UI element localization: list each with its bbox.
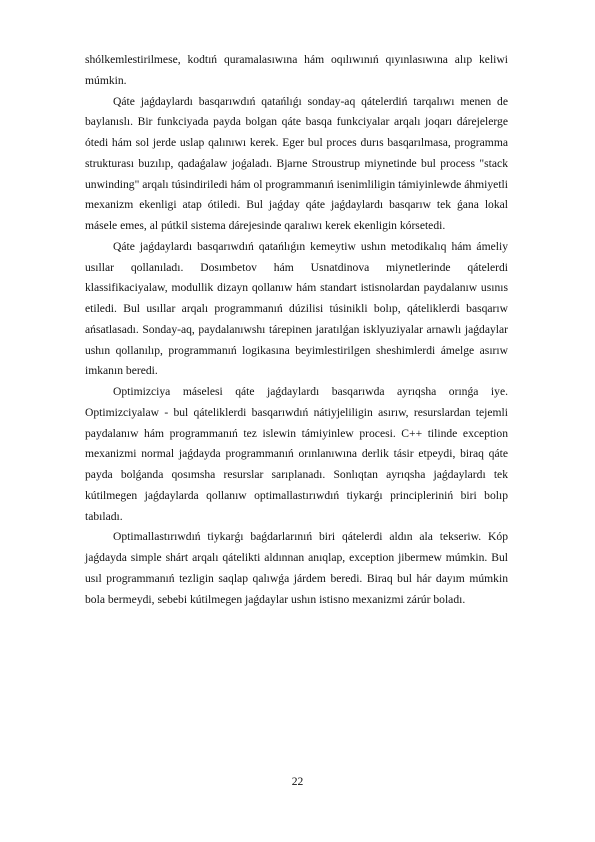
paragraph-4: Optimizciya máselesi qáte jaǵdaylardı basqarıwda ayrıqsha orınǵa iye. Optimizciyalaw - bul qáteliklerdi basqarıwdıń nátiyjeliligin asırıw, resurslardan tejemli paydalanıw hám programmanıń tez islewin támiyinlew procesi. C++ tilinde exception mexanizmi normal jaǵdayda programmanıń orınlanıwına derlik tásir etpeydi, biraq qáte payda bolǵanda qosımsha resurslar sarıplanadı. Sonlıqtan ayrıqsha jaǵdaylardı tek kútilmegen jaǵdaylarda qollanıw optimallastırıwdıń tiykarǵı principleriniń biri bolıp tabıladı. [85,385,508,523]
paragraph-1: shólkemlestirilmese, kodtıń quramalasıwına hám oqılıwınıń qıyınlasıwına alıp keliwi múmkin. [85,53,508,87]
body-text [85,50,508,610]
paragraph-2: Qáte jaǵdaylardı basqarıwdıń qatańlıǵı sonday-aq qátelerdiń tarqalıwı menen de baylanıslı. Bir funkciyada payda bolgan qáte basqa funkciyalar arqalı joqarı dárejelerge ótedi hám sol jerde uslap qalınıwı kerek. Eger bul proces durıs basqarılmasa, programma strukturası buzılıp, qadaǵalaw joǵaladı. Bjarne Stroustrup miynetinde bul process "stack unwinding" arqalı túsindiriledi hám ol programmanıń isenimliligin támiyinlewde áhmiyetli mexanizm ekenligi atap ótiledi. Bul jaǵday qáte jaǵdaylardı basqarıw tek ǵana lokal másele emes, al pútkil sistema dárejesinde qaralıwı kerek ekenligin kórsetedi. [85,94,508,232]
paragraph-5: Optimallastırıwdıń tiykarǵı baǵdarlarınıń biri qátelerdi aldın ala tekseriw. Kóp jaǵdayda simple shárt arqalı qátelikti aldınnan anıqlap, exception jibermew múmkin. Bul usıl programmanıń tezligin saqlap qalıwǵa járdem beredi. Biraq bul hár dayım múmkin bola bermeydi, sebebi kútilmegen jaǵdaylar ushın istisno mexanizmi zárúr boladı. [85,530,508,606]
paragraph-3: Qáte jaǵdaylardı basqarıwdıń qatańlıǵın kemeytiw ushın metodikalıq hám ámeliy usıllar qollanıladı. Dosımbetov hám Usnatdinova miynetlerinde qátelerdi klassifikaciyalaw, modullik dizayn qollanıw hám standart istisnolardan paydalanıw usınıs etiledi. Bul usıllar arqalı programmanıń dúzilisi túsinikli bolıp, qáteliklerdi basqarıw ańsatlasadı. Sonday-aq, paydalanıwshı tárepinen jaratılǵan isklyuziyalar arnawlı jaǵdaylar ushın qollanılıp, programmanıń logikasına beyimlestirilgen sheshimlerdi ámelge asırıw imkanın beredi. [85,239,508,378]
page-number: 22 [291,775,304,788]
